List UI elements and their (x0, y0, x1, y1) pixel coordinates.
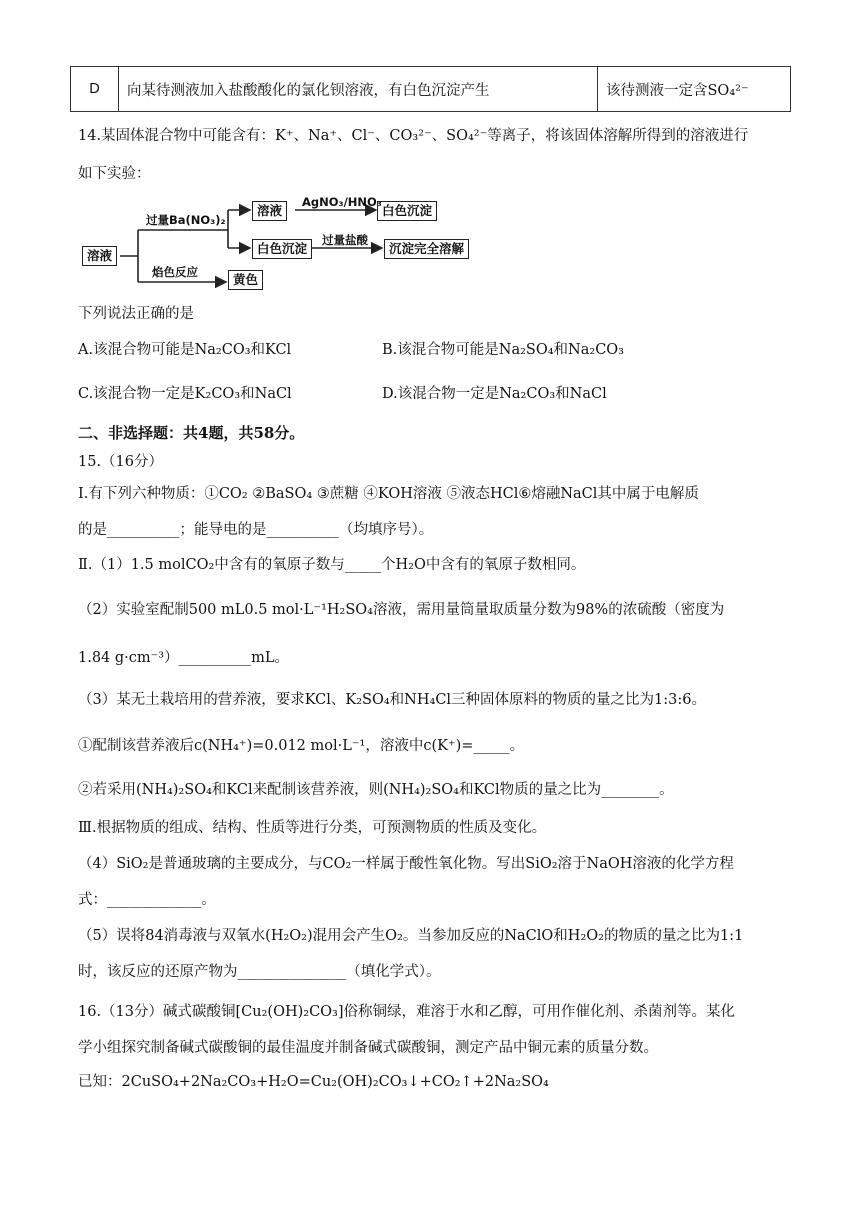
table-cell-conclusion: 该待测液一定含SO₄²⁻ (598, 67, 791, 112)
section2-title: 二、非选择题：共4题，共58分。 (78, 424, 305, 442)
table-row (71, 67, 791, 112)
q15-part2-q3-sub2: ②若采用(NH₄)₂SO₄和KCl来配制该营养液，则(NH₄)₂SO₄和KCl物质的量之比为________。 (78, 782, 674, 798)
table-cell-operation: 向某待测液加入盐酸酸化的氯化钡溶液，有白色沉淀产生 (119, 67, 598, 112)
table-cell-letter: D (71, 67, 119, 112)
flow-box-solution: 溶液 (252, 201, 287, 221)
q15-part3-q4-line2: 式：_____________。 (78, 892, 216, 908)
q15-part1-line2: 的是__________；能导电的是__________（均填序号）。 (78, 522, 434, 538)
q15-part2-q3: （3）某无土栽培用的营养液，要求KCl、K₂SO₄和NH₄Cl三种固体原料的物质的量之比为1:3:6。 (78, 692, 706, 708)
q16-line1: 16.（13分）碱式碳酸铜[Cu₂(OH)₂CO₃]俗称铜绿，难溶于水和乙醇，可用作催化剂、杀菌剂等。某化 (78, 1004, 736, 1020)
q15-part3-q5-line2: 时，该反应的还原产物为_______________（填化学式）。 (78, 964, 441, 980)
q16-line2: 学小组探究制备碱式碳酸铜的最佳温度并制备碱式碳酸铜，测定产品中铜元素的质量分数。 (78, 1040, 658, 1056)
flow-box-start: 溶液 (82, 246, 117, 266)
q14-option-d: D.该混合物一定是Na₂CO₃和NaCl (382, 386, 607, 402)
flow-box-white-precipitate-2: 白色沉淀 (252, 239, 312, 259)
q14-stem-line1: 14.某固体混合物中可能含有：K⁺、Na⁺、Cl⁻、CO₃²⁻、SO₄²⁻等离子，将该固体溶解所得到的溶液进行 (78, 128, 749, 144)
flow-label-ba-no3: 过量Ba(NO₃)₂ (146, 213, 226, 227)
q15-part2-q3-sub1: ①配制该营养液后c(NH₄⁺)=0.012 mol·L⁻¹，溶液中c(K⁺)=_____。 (78, 738, 525, 754)
flow-box-dissolved: 沉淀完全溶解 (384, 239, 469, 259)
q15-part3-q5-line1: （5）误将84消毒液与双氧水(H₂O₂)混用会产生O₂。当参加反应的NaClO和H₂O₂的物质的量之比为1:1 (78, 928, 744, 944)
q15-header: 15.（16分） (78, 454, 164, 470)
q15-part2-q2-line1: （2）实验室配制500 mL0.5 mol·L⁻¹H₂SO₄溶液，需用量筒量取质量分数为98%的浓硫酸（密度为 (78, 602, 725, 618)
q14-stem-line2: 如下实验： (78, 166, 151, 182)
flow-label-agno3: AgNO₃/HNO₃ (302, 195, 382, 209)
q15-part3-q4-line1: （4）SiO₂是普通玻璃的主要成分，与CO₂一样属于酸性氧化物。写出SiO₂溶于NaOH溶液的化学方程 (78, 856, 734, 872)
option-table (70, 66, 791, 112)
q14-option-a: A.该混合物可能是Na₂CO₃和KCl (78, 342, 292, 358)
q15-part3-intro: Ⅲ.根据物质的组成、结构、性质等进行分类，可预测物质的性质及变化。 (78, 820, 547, 836)
flow-box-yellow: 黄色 (228, 270, 263, 290)
q15-part2-q1: Ⅱ.（1）1.5 molCO₂中含有的氧原子数与_____个H₂O中含有的氧原子数相同。 (78, 557, 586, 573)
q14-option-b: B.该混合物可能是Na₂SO₄和Na₂CO₃ (382, 342, 624, 358)
q16-known-equation: 已知：2CuSO₄+2Na₂CO₃+H₂O=Cu₂(OH)₂CO₃↓+CO₂↑+2Na₂SO₄ (78, 1074, 549, 1090)
q14-option-c: C.该混合物一定是K₂CO₃和NaCl (78, 386, 292, 402)
flow-label-excess-hcl: 过量盐酸 (322, 233, 368, 247)
flow-label-flame-test: 焰色反应 (152, 265, 198, 279)
q14-prompt: 下列说法正确的是 (78, 306, 194, 322)
q15-part2-q2-line2: 1.84 g·cm⁻³）__________mL。 (78, 650, 290, 666)
flow-box-white-precipitate-1: 白色沉淀 (377, 201, 437, 221)
q15-part1-line1: Ⅰ.有下列六种物质：①CO₂ ②BaSO₄ ③蔗糖 ④KOH溶液 ⑤液态HCl⑥熔融NaCl其中属于电解质 (78, 486, 699, 502)
